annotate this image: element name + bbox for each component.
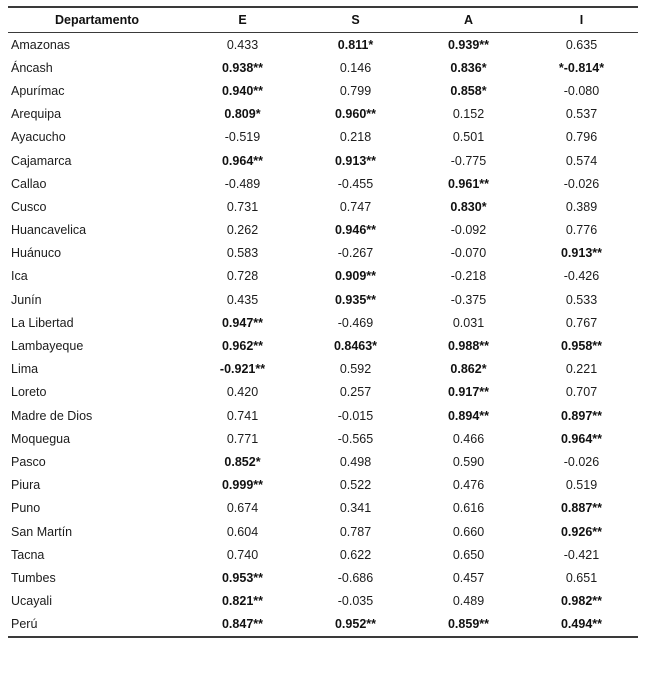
value-cell: 0.674 <box>226 501 259 516</box>
table-row <box>8 450 638 473</box>
value-cell: 0.218 <box>339 130 372 145</box>
value-cell: 0.821** <box>221 594 263 609</box>
value-cell: 0.953** <box>221 570 263 585</box>
value-cell: 0.498 <box>339 454 372 469</box>
value-cell: 0.650 <box>452 547 485 562</box>
value-cell: 0.221 <box>565 362 598 377</box>
table-row <box>8 195 638 218</box>
department-cell: Ayacucho <box>11 130 66 145</box>
department-cell: Cajamarca <box>11 153 72 168</box>
table-row <box>8 33 638 57</box>
value-cell: 0.940** <box>221 83 263 98</box>
value-cell: 0.962** <box>221 339 263 354</box>
value-cell: 0.811* <box>337 37 374 52</box>
value-cell: -0.035 <box>337 594 374 609</box>
value-cell: 0.389 <box>565 199 598 214</box>
value-cell: *-0.814* <box>558 60 605 75</box>
value-cell: 0.999** <box>221 478 263 493</box>
value-cell: 0.852* <box>224 454 261 469</box>
value-cell: -0.218 <box>450 269 487 284</box>
value-cell: 0.616 <box>452 501 485 516</box>
correlation-table <box>8 6 638 638</box>
value-cell: 0.728 <box>226 269 259 284</box>
table-row <box>8 79 638 102</box>
department-cell: Perú <box>11 617 38 632</box>
value-cell: -0.092 <box>450 223 487 238</box>
header-s: S <box>299 7 412 33</box>
table-row <box>8 590 638 613</box>
value-cell: 0.435 <box>226 292 259 307</box>
value-cell: 0.590 <box>452 454 485 469</box>
value-cell: 0.926** <box>560 524 602 539</box>
department-cell: Callao <box>11 176 47 191</box>
value-cell: 0.859** <box>447 617 489 632</box>
department-cell: Tacna <box>11 547 45 562</box>
value-cell: -0.519 <box>224 130 261 145</box>
table-row <box>8 103 638 126</box>
value-cell: 0.952** <box>334 617 376 632</box>
department-cell: Moquegua <box>11 431 71 446</box>
value-cell: 0.433 <box>226 37 259 52</box>
value-cell: 0.476 <box>452 478 485 493</box>
value-cell: 0.635 <box>565 37 598 52</box>
value-cell: 0.747 <box>339 199 372 214</box>
value-cell: 0.946** <box>334 223 376 238</box>
value-cell: 0.466 <box>452 431 485 446</box>
value-cell: 0.960** <box>334 107 376 122</box>
value-cell: 0.988** <box>447 339 489 354</box>
table-row <box>8 149 638 172</box>
value-cell: 0.887** <box>560 501 602 516</box>
value-cell: 0.583 <box>226 246 259 261</box>
department-cell: Lima <box>11 362 39 377</box>
table-body <box>8 33 638 637</box>
value-cell: 0.913** <box>334 153 376 168</box>
department-cell: Tumbes <box>11 570 56 585</box>
value-cell: 0.809* <box>224 107 261 122</box>
value-cell: -0.080 <box>563 83 600 98</box>
table-row <box>8 404 638 427</box>
department-cell: Ucayali <box>11 594 52 609</box>
value-cell: 0.796 <box>565 130 598 145</box>
table-row <box>8 566 638 589</box>
value-cell: 0.152 <box>452 107 485 122</box>
value-cell: 0.537 <box>565 107 598 122</box>
value-cell: 0.501 <box>452 130 485 145</box>
department-cell: Ica <box>11 269 28 284</box>
department-cell: Cusco <box>11 199 47 214</box>
value-cell: 0.776 <box>565 223 598 238</box>
value-cell: 0.8463* <box>333 339 378 354</box>
table-row <box>8 172 638 195</box>
value-cell: 0.961** <box>447 176 489 191</box>
value-cell: 0.913** <box>560 246 602 261</box>
table-row <box>8 427 638 450</box>
value-cell: -0.489 <box>224 176 261 191</box>
department-cell: Pasco <box>11 454 46 469</box>
department-cell: Huánuco <box>11 246 62 261</box>
value-cell: 0.519 <box>565 478 598 493</box>
header-e: E <box>186 7 299 33</box>
value-cell: 0.031 <box>452 315 485 330</box>
table-row <box>8 520 638 543</box>
value-cell: -0.421 <box>563 547 600 562</box>
value-cell: -0.469 <box>337 315 374 330</box>
table-row <box>8 219 638 242</box>
value-cell: -0.375 <box>450 292 487 307</box>
department-cell: Puno <box>11 501 41 516</box>
value-cell: 0.457 <box>452 570 485 585</box>
value-cell: -0.015 <box>337 408 374 423</box>
table-row <box>8 265 638 288</box>
table-row <box>8 474 638 497</box>
value-cell: 0.257 <box>339 385 372 400</box>
value-cell: 0.574 <box>565 153 598 168</box>
department-cell: Piura <box>11 478 41 493</box>
value-cell: 0.909** <box>334 269 376 284</box>
value-cell: 0.651 <box>565 570 598 585</box>
header-row <box>8 7 638 33</box>
value-cell: 0.894** <box>447 408 489 423</box>
department-cell: San Martín <box>11 524 73 539</box>
department-cell: Apurímac <box>11 83 65 98</box>
value-cell: -0.565 <box>337 431 374 446</box>
value-cell: 0.771 <box>226 431 259 446</box>
value-cell: 0.830* <box>450 199 487 214</box>
value-cell: 0.847** <box>221 617 263 632</box>
table-header <box>8 7 638 33</box>
value-cell: 0.787 <box>339 524 372 539</box>
department-cell: La Libertad <box>11 315 74 330</box>
table-row <box>8 288 638 311</box>
value-cell: -0.921** <box>219 362 266 377</box>
header-departamento: Departamento <box>8 7 186 33</box>
value-cell: -0.267 <box>337 246 374 261</box>
value-cell: 0.917** <box>447 385 489 400</box>
value-cell: 0.420 <box>226 385 259 400</box>
value-cell: 0.836* <box>450 60 487 75</box>
value-cell: 0.982** <box>560 594 602 609</box>
value-cell: 0.938** <box>221 60 263 75</box>
department-cell: Junín <box>11 292 42 307</box>
value-cell: 0.858* <box>450 83 487 98</box>
value-cell: 0.897** <box>560 408 602 423</box>
value-cell: 0.767 <box>565 315 598 330</box>
table-row <box>8 126 638 149</box>
table-row <box>8 358 638 381</box>
table-row <box>8 311 638 334</box>
value-cell: 0.660 <box>452 524 485 539</box>
table-row <box>8 334 638 357</box>
department-cell: Amazonas <box>11 37 71 52</box>
value-cell: 0.494** <box>560 617 602 632</box>
table-row <box>8 242 638 265</box>
table-row <box>8 497 638 520</box>
department-cell: Lambayeque <box>11 339 84 354</box>
value-cell: 0.947** <box>221 315 263 330</box>
value-cell: 0.146 <box>339 60 372 75</box>
department-cell: Áncash <box>11 60 53 75</box>
value-cell: 0.262 <box>226 223 259 238</box>
value-cell: -0.455 <box>337 176 374 191</box>
value-cell: 0.741 <box>226 408 259 423</box>
value-cell: 0.935** <box>334 292 376 307</box>
value-cell: 0.958** <box>560 339 602 354</box>
value-cell: 0.731 <box>226 199 259 214</box>
value-cell: -0.426 <box>563 269 600 284</box>
value-cell: 0.604 <box>226 524 259 539</box>
value-cell: 0.522 <box>339 478 372 493</box>
table-row <box>8 56 638 79</box>
value-cell: 0.862* <box>450 362 487 377</box>
table-row <box>8 381 638 404</box>
value-cell: 0.707 <box>565 385 598 400</box>
value-cell: 0.964** <box>560 431 602 446</box>
department-cell: Huancavelica <box>11 223 87 238</box>
value-cell: 0.489 <box>452 594 485 609</box>
table-row <box>8 613 638 637</box>
department-cell: Loreto <box>11 385 47 400</box>
header-a: A <box>412 7 525 33</box>
value-cell: -0.775 <box>450 153 487 168</box>
department-cell: Madre de Dios <box>11 408 93 423</box>
value-cell: 0.592 <box>339 362 372 377</box>
value-cell: -0.026 <box>563 176 600 191</box>
value-cell: 0.740 <box>226 547 259 562</box>
value-cell: 0.799 <box>339 83 372 98</box>
value-cell: 0.939** <box>447 37 489 52</box>
value-cell: -0.070 <box>450 246 487 261</box>
value-cell: 0.964** <box>221 153 263 168</box>
value-cell: 0.341 <box>339 501 372 516</box>
value-cell: -0.686 <box>337 570 374 585</box>
department-cell: Arequipa <box>11 107 62 122</box>
value-cell: -0.026 <box>563 454 600 469</box>
table-row <box>8 543 638 566</box>
value-cell: 0.622 <box>339 547 372 562</box>
header-i: I <box>525 7 638 33</box>
value-cell: 0.533 <box>565 292 598 307</box>
